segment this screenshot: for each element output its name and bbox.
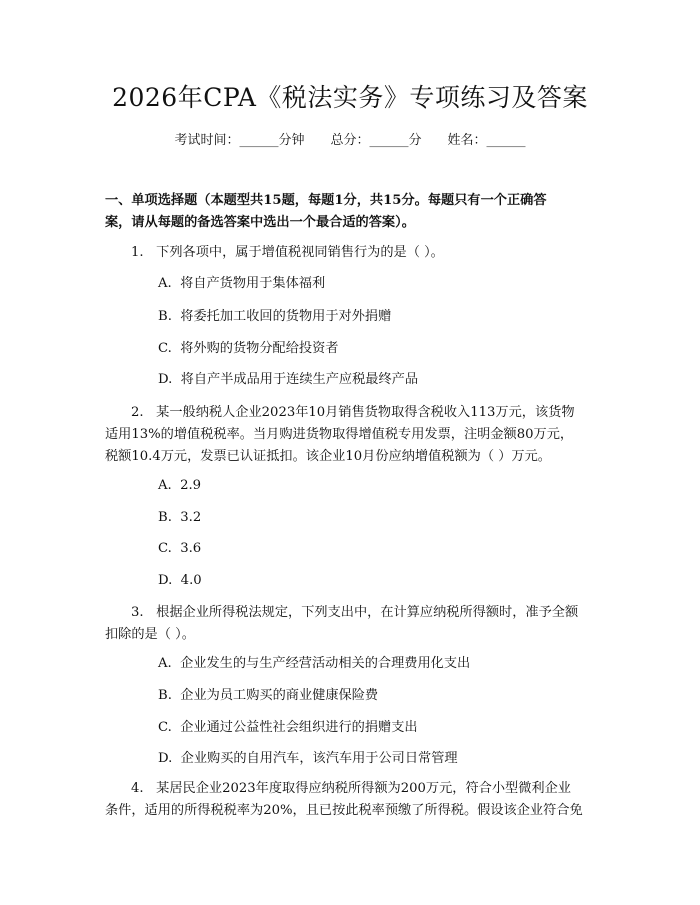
question-4-line-1: 4. 某居民企业2023年度取得应纳税所得额为200万元，符合小型微利企业 xyxy=(131,781,571,796)
exam-info-line xyxy=(0,131,700,151)
question-2-stem xyxy=(105,402,600,468)
question-3-option-c: C. 企业通过公益性社会组织进行的捐赠支出 xyxy=(158,720,418,735)
question-4-line-2: 条件，适用的所得税税率为20%，且已按此税率预缴了所得税。假设该企业符合免 xyxy=(105,803,583,818)
question-3-option-b: B. 企业为员工购买的商业健康保险费 xyxy=(158,688,379,703)
question-2-option-b: B. 3.2 xyxy=(158,510,202,525)
page-title: 2026年CPA《税法实务》专项练习及答案 xyxy=(112,83,588,112)
name-field: 姓名：______ xyxy=(447,133,526,148)
question-1-option-b: B. 将委托加工收回的货物用于对外捐赠 xyxy=(158,309,392,324)
question-3-line-2: 扣除的是（ ）。 xyxy=(105,627,195,642)
section-heading xyxy=(105,190,600,234)
question-3-stem xyxy=(105,602,600,646)
question-1-option-a: A. 将自产货物用于集体福利 xyxy=(158,276,326,291)
question-1-option-d: D. 将自产半成品用于连续生产应税最终产品 xyxy=(158,372,419,387)
question-3-option-a: A. 企业发生的与生产经营活动相关的合理费用化支出 xyxy=(158,656,471,671)
question-3-option-d: D. 企业购买的自用汽车，该汽车用于公司日常管理 xyxy=(158,751,458,766)
question-4-stem xyxy=(105,778,600,822)
total-score-field: 总分：______分 xyxy=(330,133,422,148)
question-1-stem xyxy=(105,242,600,264)
question-2-option-d: D. 4.0 xyxy=(158,573,202,588)
question-1-option-c: C. 将外购的货物分配给投资者 xyxy=(158,341,339,356)
exam-time-field: 考试时间：______分钟 xyxy=(174,133,305,148)
question-2-line-3: 税额10.4万元，发票已认证抵扣。该企业10月份应纳增值税额为（ ）万元。 xyxy=(105,449,551,464)
question-1-line-1: 1. 下列各项中，属于增值税视同销售行为的是（ ）。 xyxy=(131,245,444,260)
question-3-line-1: 3. 根据企业所得税法规定，下列支出中，在计算应纳税所得额时，准予全额 xyxy=(131,605,579,620)
section-heading-line-2: 案，请从每题的备选答案中选出一个最合适的答案）。 xyxy=(105,215,415,230)
section-heading-line-1: 一、单项选择题（本题型共15题，每题1分，共15分。每题只有一个正确答 xyxy=(105,193,547,208)
question-2-line-1: 2. 某一般纳税人企业2023年10月销售货物取得含税收入113万元，该货物 xyxy=(131,405,575,420)
question-2-option-c: C. 3.6 xyxy=(158,541,202,556)
question-2-option-a: A. 2.9 xyxy=(158,478,202,493)
question-2-line-2: 适用13%的增值税税率。当月购进货物取得增值税专用发票，注明金额80万元， xyxy=(105,427,574,442)
